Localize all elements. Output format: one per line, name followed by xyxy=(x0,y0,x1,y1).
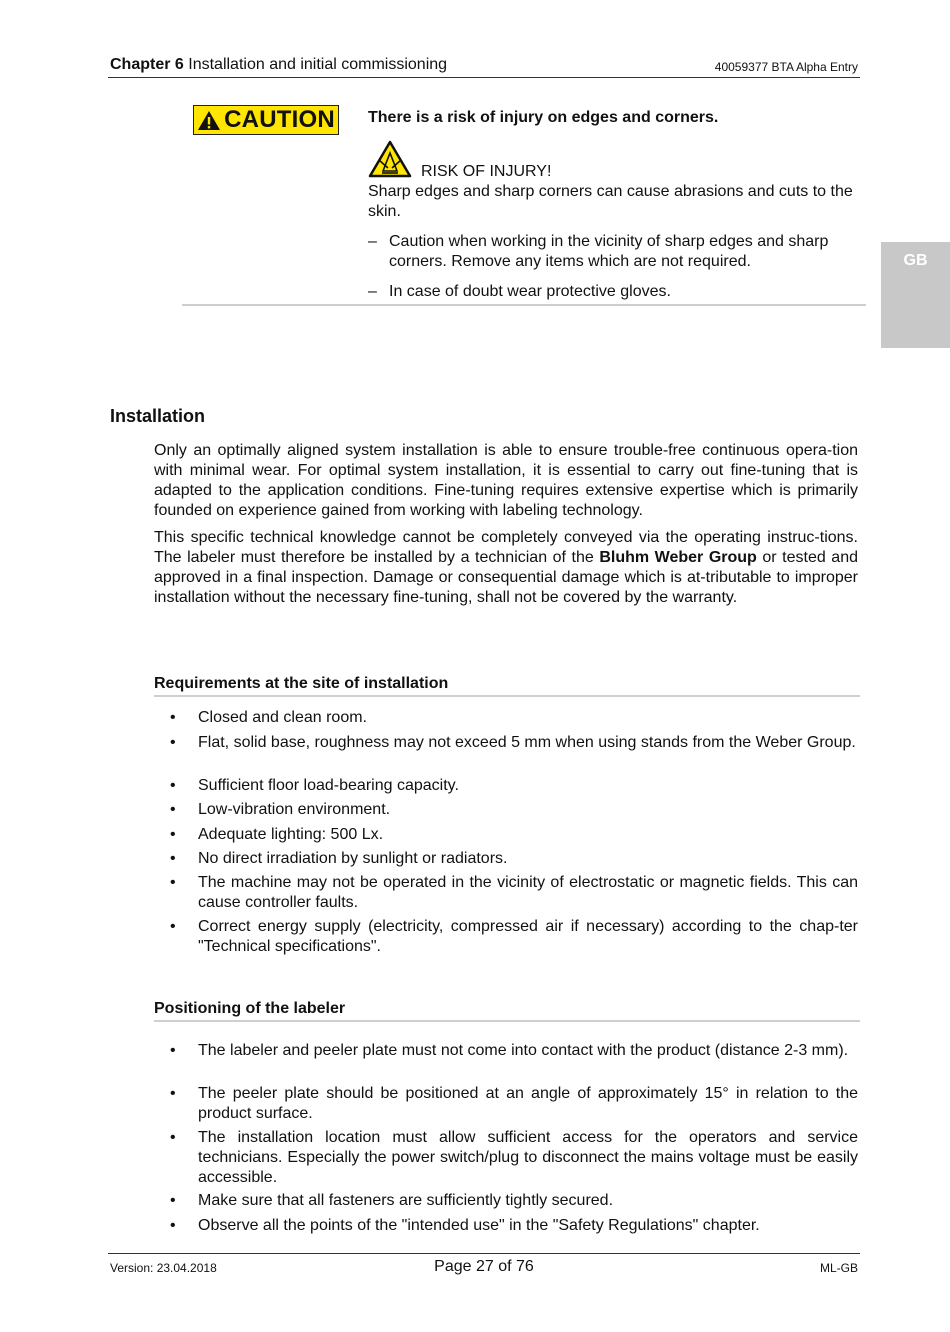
list-item: • Make sure that all fasteners are sufficiently tightly secured. xyxy=(170,1192,614,1209)
warning-triangle-icon xyxy=(197,110,221,131)
page-number: Page 27 of 76 xyxy=(434,1258,534,1275)
footer-divider xyxy=(108,1253,860,1254)
language-tab xyxy=(881,242,950,348)
list-item: • No direct irradiation by sunlight or radiators. xyxy=(170,850,508,867)
company-name: Bluhm Weber Group xyxy=(599,549,757,566)
subsection-divider xyxy=(154,695,860,697)
caution-measure-text: Caution when working in the vicinity of sharp edges and sharp corners. Remove any items which are not required. xyxy=(389,233,829,270)
list-item: • Correct energy supply (electricity, compressed air if necessary) according to the chap-ter "Technical specifications". xyxy=(170,918,858,955)
risk-description: Sharp edges and sharp corners can cause abrasions and cuts to the skin. xyxy=(368,183,853,220)
subsection-divider xyxy=(154,1020,860,1022)
document-code: ML-GB xyxy=(819,1261,858,1275)
chapter-title: Installation and initial commissioning xyxy=(188,56,448,73)
list-item: • Adequate lighting: 500 Lx. xyxy=(170,826,384,843)
list-item: • The installation location must allow sufficient access for the operators and service technicians. Especially the power switch/plug to disconnect the mains voltage must be easily accessible. xyxy=(170,1129,858,1186)
subsection-heading-positioning: Positioning of the labeler xyxy=(154,1000,346,1017)
language-tab-label: GB xyxy=(903,252,928,269)
list-item: • Observe all the points of the "intended use" in the "Safety Regulations" chapter. xyxy=(170,1217,760,1234)
header-divider xyxy=(108,77,860,78)
list-item: • Low-vibration environment. xyxy=(170,801,391,818)
caution-measure-text: In case of doubt wear protective gloves. xyxy=(389,283,671,300)
risk-label: RISK OF INJURY! xyxy=(421,163,552,180)
subsection-heading-requirements: Requirements at the site of installation xyxy=(154,675,449,692)
sharp-edge-hazard-icon xyxy=(368,140,412,178)
installation-paragraph: Only an optimally aligned system installation is able to ensure trouble-free continuous opera-tion with minimal wear. For optimal system installation, it is essential to carry out fine-tuning that is adapted to the application conditions. Fine-tuning requires extensive expertise which is primarily founded on experience gained from working with labeling technology. xyxy=(154,442,858,519)
list-item: • The machine may not be operated in the vicinity of electrostatic or magnetic fields. This can cause controller faults. xyxy=(170,874,858,911)
caution-title: There is a risk of injury on edges and corners. xyxy=(368,109,719,126)
section-heading-installation: Installation xyxy=(110,406,206,426)
caution-divider xyxy=(182,304,866,306)
caution-measure: – In case of doubt wear protective gloves. xyxy=(368,282,858,302)
document-id: 40059377 BTA Alpha Entry xyxy=(714,60,858,74)
header-chapter xyxy=(110,56,447,74)
caution-badge-label: CAUTION xyxy=(224,106,335,133)
caution-badge xyxy=(193,105,339,135)
list-item: • Closed and clean room. xyxy=(170,709,367,726)
list-item: • Flat, solid base, roughness may not exceed 5 mm when using stands from the Weber Group. xyxy=(170,734,856,751)
caution-measure: – Caution when working in the vicinity of sharp edges and sharp corners. Remove any items which are not required. xyxy=(368,232,858,272)
list-item: • The peeler plate should be positioned at an angle of approximately 15° in relation to the product surface. xyxy=(170,1085,858,1122)
chapter-label: Chapter 6 xyxy=(110,56,184,73)
installation-paragraph: This specific technical knowledge cannot be completely conveyed via the operating instruc-tions. The labeler must therefore be installed by a technician of the Bluhm Weber Group or tested and approved in a final inspection. Damage or consequential damage which is at-tributable to improper installation without the necessary fine-tuning, shall not be covered by the warranty. xyxy=(154,529,858,606)
version-date: Version: 23.04.2018 xyxy=(110,1261,217,1275)
list-item: • The labeler and peeler plate must not come into contact with the product (distance 2-3 mm). xyxy=(170,1042,849,1059)
list-item: • Sufficient floor load-bearing capacity. xyxy=(170,777,459,794)
